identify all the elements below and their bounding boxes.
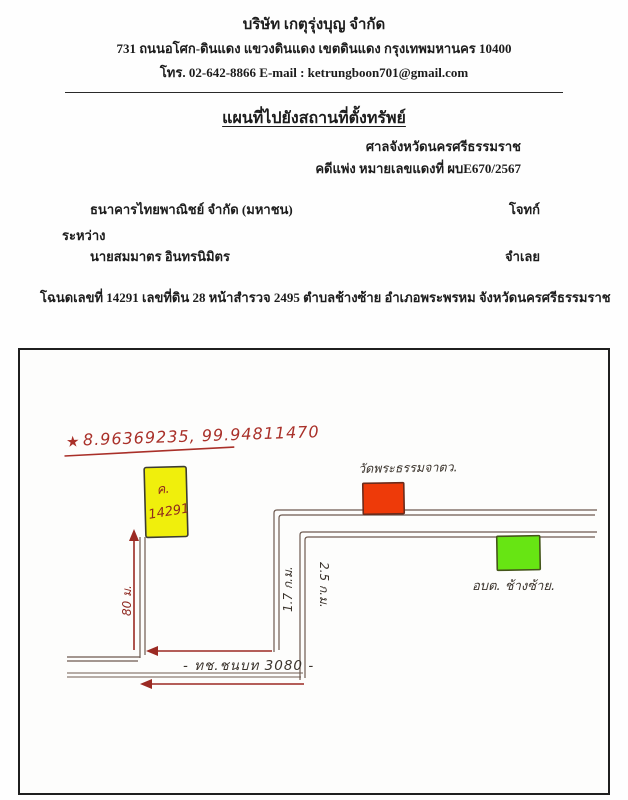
arrow-left-outer-head-icon (140, 679, 152, 689)
between-label: ระหว่าง (62, 228, 106, 243)
temple-label: วัดพระธรรมจาตว. (357, 459, 458, 476)
sao-box (497, 536, 541, 571)
company-contact: โทร. 02-642-8866 E-mail : ketrungboon701@gmail.com (159, 65, 469, 80)
plaintiff-role: โจทก์ (508, 202, 540, 217)
distance-1-7km-label: 1.7 ก.ม. (281, 566, 295, 612)
defendant-role: จำเลย (505, 249, 540, 264)
distance-2-5km-label: 2.5 ก.ม. (317, 562, 331, 608)
parcel-marker (144, 466, 191, 537)
case-number: คดีแพ่ง หมายเลขแดงที่ ผบE670/2567 (315, 161, 521, 176)
company-address: 731 ถนนอโศก-ดินแดง แขวงดินแดง เขตดินแดง กรุงเทพมหานคร 10400 (116, 41, 512, 56)
gps-star-icon: ★ (65, 432, 80, 451)
temple-box (363, 483, 405, 515)
distance-80m-label: 80 ม. (120, 585, 134, 616)
highway-label: - ทช.ชนบท 3080 - (183, 658, 315, 674)
road-lower (300, 532, 597, 680)
parcel-label-line1: ค. (155, 481, 171, 499)
location-map (18, 348, 610, 795)
company-name: บริษัท เกตุรุ่งบุญ จำกัด (242, 17, 386, 33)
court-name: ศาลจังหวัดนครศรีธรรมราช (365, 139, 521, 154)
sao-label: อบต. ช้างซ้าย. (472, 579, 556, 594)
gps-annotation (64, 422, 320, 456)
plaintiff-name: ธนาคารไทยพาณิชย์ จำกัด (มหาชน) (90, 202, 293, 217)
court-block (315, 136, 521, 180)
header-divider (65, 92, 563, 93)
gps-coordinates: 8.96369235, 99.94811470 (82, 422, 320, 450)
parcel-label-line2: 14291 (147, 501, 191, 523)
arrow-left-inner-head-icon (146, 646, 158, 656)
page-title: แผนที่ไปยังสถานที่ตั้งทรัพย์ (222, 110, 406, 127)
defendant-name: นายสมมาตร อินทรนิมิตร (90, 249, 230, 264)
deed-info: โฉนดเลขที่ 14291 เลขที่ดิน 28 หน้าสำรวจ 2495 ตำบลช้างซ้าย อำเภอพระพรหม จังหวัดนครศรีธรรมราช (40, 290, 611, 305)
map-drawing (20, 350, 608, 793)
arrow-up-head-icon (129, 529, 139, 541)
